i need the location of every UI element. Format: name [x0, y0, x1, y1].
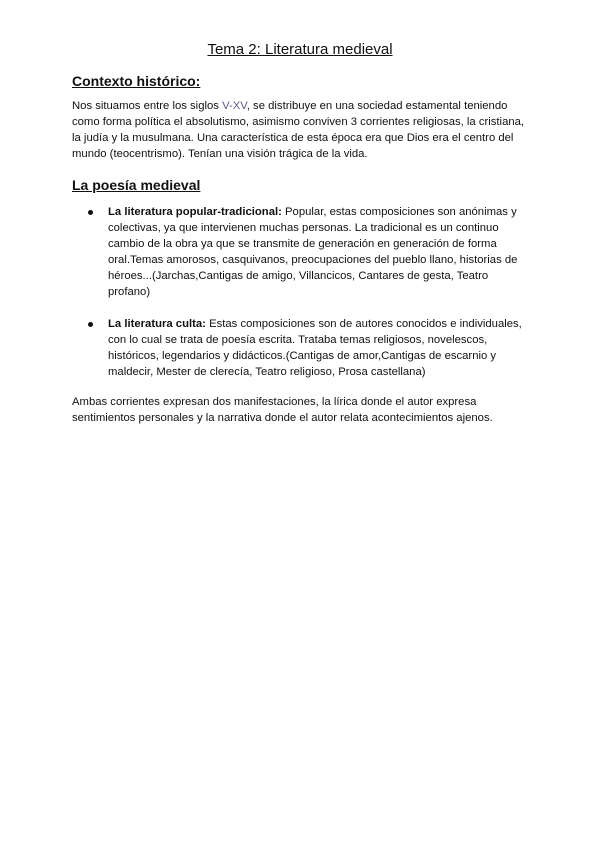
context-text-start: Nos situamos entre los siglos	[72, 100, 223, 112]
document-title: Tema 2: Literatura medieval	[207, 41, 393, 58]
list-item	[72, 316, 528, 380]
list-item-term: La literatura popular-tradicional:	[108, 206, 282, 218]
list-item-text: Popular, estas composiciones son anónimas y colectivas, ya que intervienen muchas personas. La tradicional es un continuo cambio de la obra ya que se transmite de generación en generación de forma oral.Temas amorosos, casquivanos, preocupaciones del pueblo llano, historias de héroes...(Jarchas,Cantigas de amigo, Villancicos, Cantares de gesta, Teatro profano)	[108, 206, 518, 298]
list-item	[72, 204, 528, 300]
bullet-dot-icon	[88, 210, 93, 215]
centuries-text: V-XV	[222, 100, 247, 112]
poetry-list	[72, 204, 528, 380]
context-text-end: , se distribuye en una sociedad estamental teniendo como forma política el absolutismo, asimismo conviven 3 corrientes religiosas, la cristiana, la judía y la musulmana. Una característica de esta época era que Dios era el centro del mundo (teocentrismo). Tenían una visión trágica de la vida.	[72, 100, 525, 160]
closing-paragraph: Ambas corrientes expresan dos manifestaciones, la lírica donde el autor expresa sentimientos personales y la narrativa donde el autor relata acontecimientos ajenos.	[72, 396, 493, 424]
context-heading: Contexto histórico:	[72, 73, 201, 89]
document-page	[72, 40, 528, 426]
list-item-text: Estas composiciones son de autores conocidos e individuales, con lo cual se trata de poesía escrita. Trataba temas religiosos, novelescos, históricos, legendarios y didácticos.(Cantigas de amor,Cantigas de escarnio y maldecir, Mester de clerecía, Teatro religioso, Prosa castellana)	[108, 318, 522, 378]
bullet-dot-icon	[88, 322, 93, 327]
context-paragraph	[72, 98, 528, 162]
list-item-term: La literatura culta:	[108, 318, 206, 330]
poetry-heading: La poesía medieval	[72, 177, 201, 193]
